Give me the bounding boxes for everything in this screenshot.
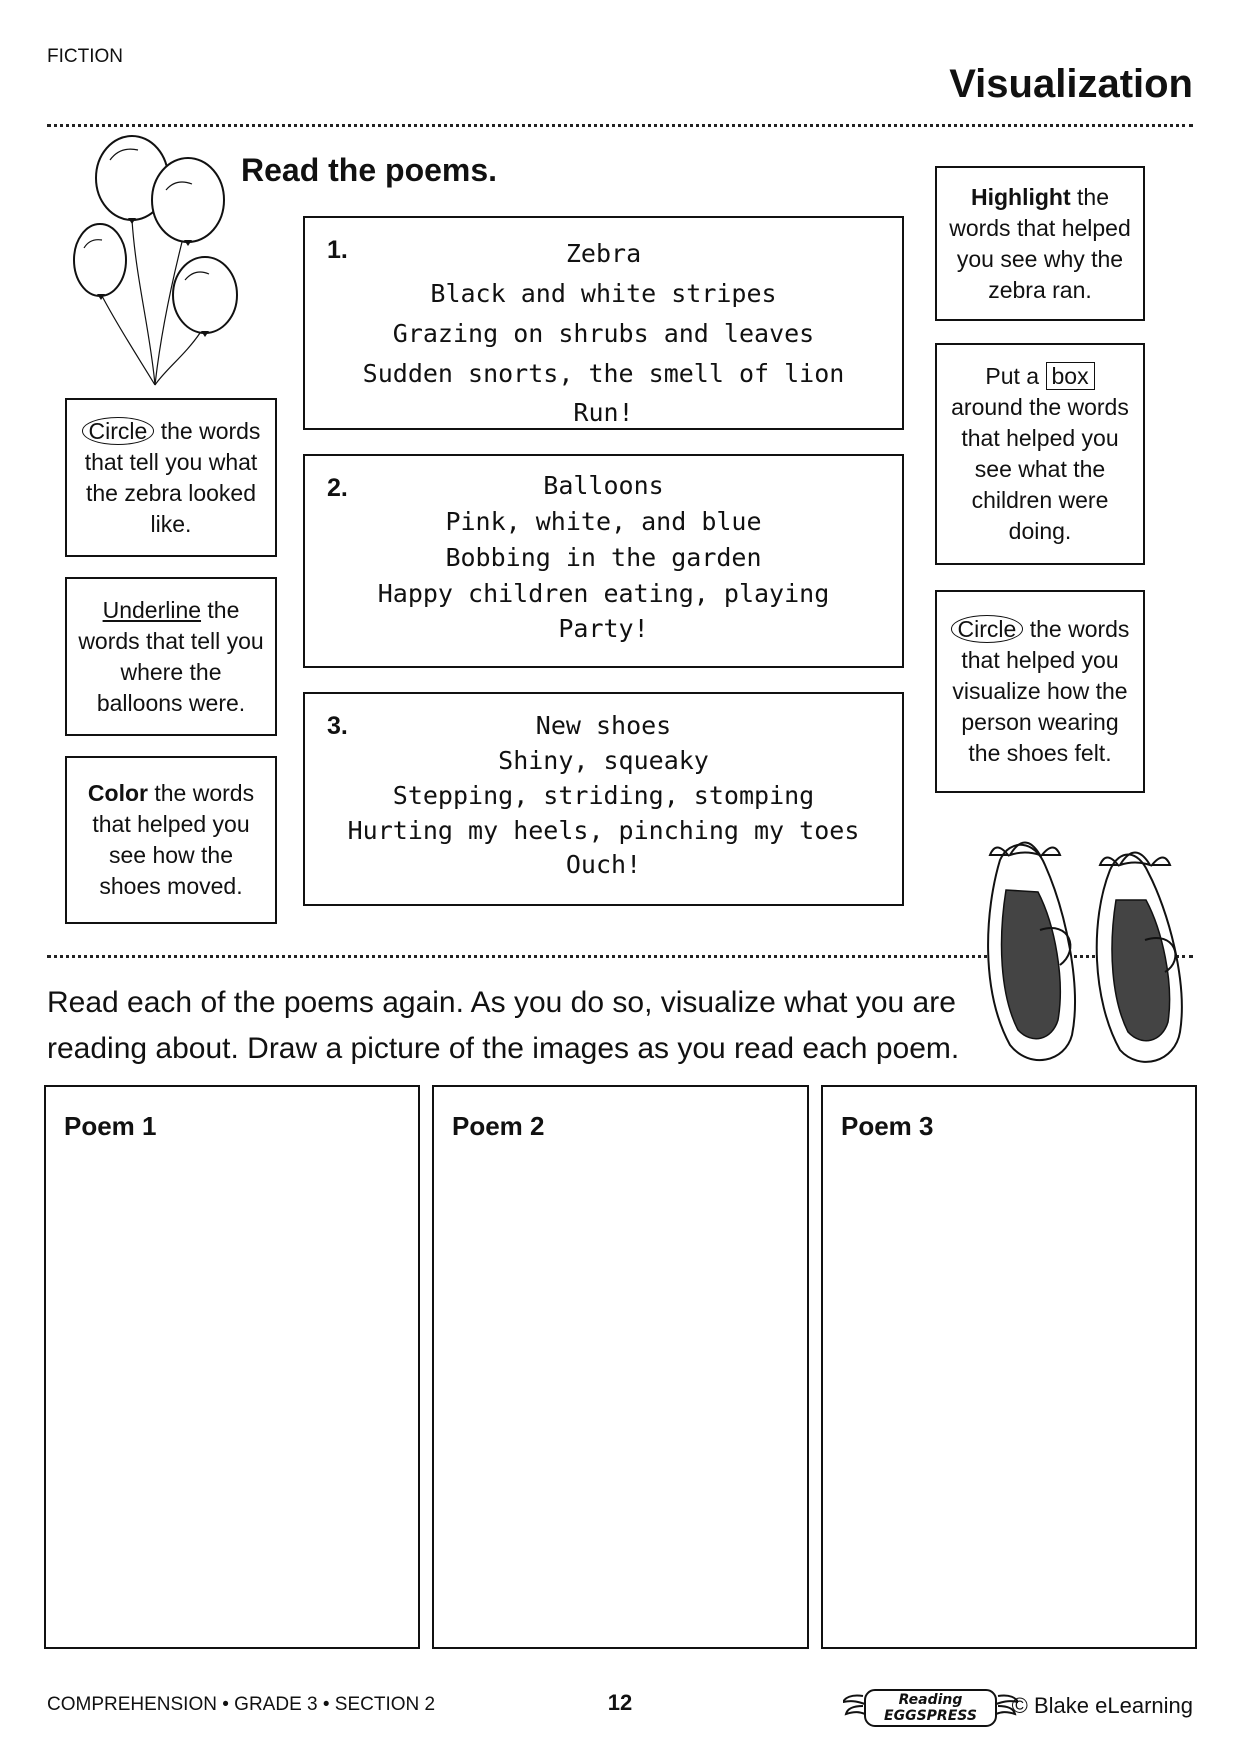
drawing-box-label: Poem 3 [841,1111,934,1141]
drawing-box-label: Poem 1 [64,1111,157,1141]
drawing-box-label: Poem 2 [452,1111,545,1141]
poem-line: Stepping, striding, stomping [392,781,815,810]
poem-line: Grazing on shrubs and leaves [392,319,815,348]
instructions-title: Read the poems. [241,152,498,188]
task-box-circle-zebra [65,398,277,557]
poem-line: Zebra [565,239,642,268]
poem-box-2 [303,454,904,668]
poem-line: Bobbing in the garden [445,543,762,572]
logo-line-2: EGGSPRESS [884,1708,977,1724]
poem-number: 1. [327,236,348,264]
task-verb: Highlight [970,183,1071,210]
task-text: around the words that helped you see what the children were doing. [951,394,1129,544]
logo-line-1: Reading [898,1692,963,1708]
drawing-box-poem-2[interactable] [432,1085,809,1649]
footer-course: COMPREHENSION • GRADE 3 • SECTION 2 [47,1694,436,1715]
copyright: © Blake eLearning [1011,1693,1193,1718]
poem-number: 2. [327,474,348,502]
poem-box-3 [303,692,904,906]
task-box-color-shoes [65,756,277,924]
poem-line: Happy children eating, playing [377,579,830,608]
poem-line: Black and white stripes [430,279,777,308]
drawing-instructions: Read each of the poems again. As you do so, visualize what you are reading about. Draw a picture of the images as you read each poem. [47,986,960,1065]
task-box-box-children [935,343,1145,565]
drawing-box-poem-3[interactable] [821,1085,1197,1649]
balloons-illustration-icon [70,130,245,400]
poem-line: Pink, white, and blue [445,507,762,536]
poem-line: Party! [558,614,649,643]
poem-line: Sudden snorts, the smell of lion [362,359,845,388]
poem-line: Run! [573,398,634,427]
task-text: the words that tell you where the balloons were. [78,596,264,716]
poem-number: 3. [327,712,348,740]
page-title: Visualization [949,62,1193,106]
poem-line: Ouch! [565,850,642,879]
page-number: 12 [607,1690,633,1715]
task-text: the words that tell you what the zebra looked like. [84,417,261,537]
drawing-box-poem-1[interactable] [44,1085,420,1649]
task-verb: Underline [102,596,202,623]
task-text: Put a [985,363,1046,389]
top-divider [47,124,1193,127]
poem-box-1 [303,216,904,430]
task-text: the words that helped you see why the zebra ran. [949,183,1131,303]
task-box-highlight-zebra [935,166,1145,321]
task-verb: Circle [82,417,155,445]
shoes-illustration-icon [970,800,1200,1075]
poem-line: Shiny, squeaky [498,746,709,775]
poem-line: Balloons [543,471,664,500]
poem-line: Hurting my heels, pinching my toes [347,816,860,845]
task-verb: Circle [951,615,1024,643]
reading-eggspress-logo [843,1684,1018,1734]
poem-line: New shoes [535,711,672,740]
task-verb: box [1046,362,1095,390]
task-text: the words that helped you visualize how the person wearing the shoes felt. [952,616,1130,766]
section-label: FICTION [47,46,123,67]
task-text: the words that helped you see how the shoes moved. [92,780,255,899]
task-box-circle-shoes [935,590,1145,793]
task-verb: Color [87,780,148,806]
task-box-underline-balloons [65,577,277,736]
